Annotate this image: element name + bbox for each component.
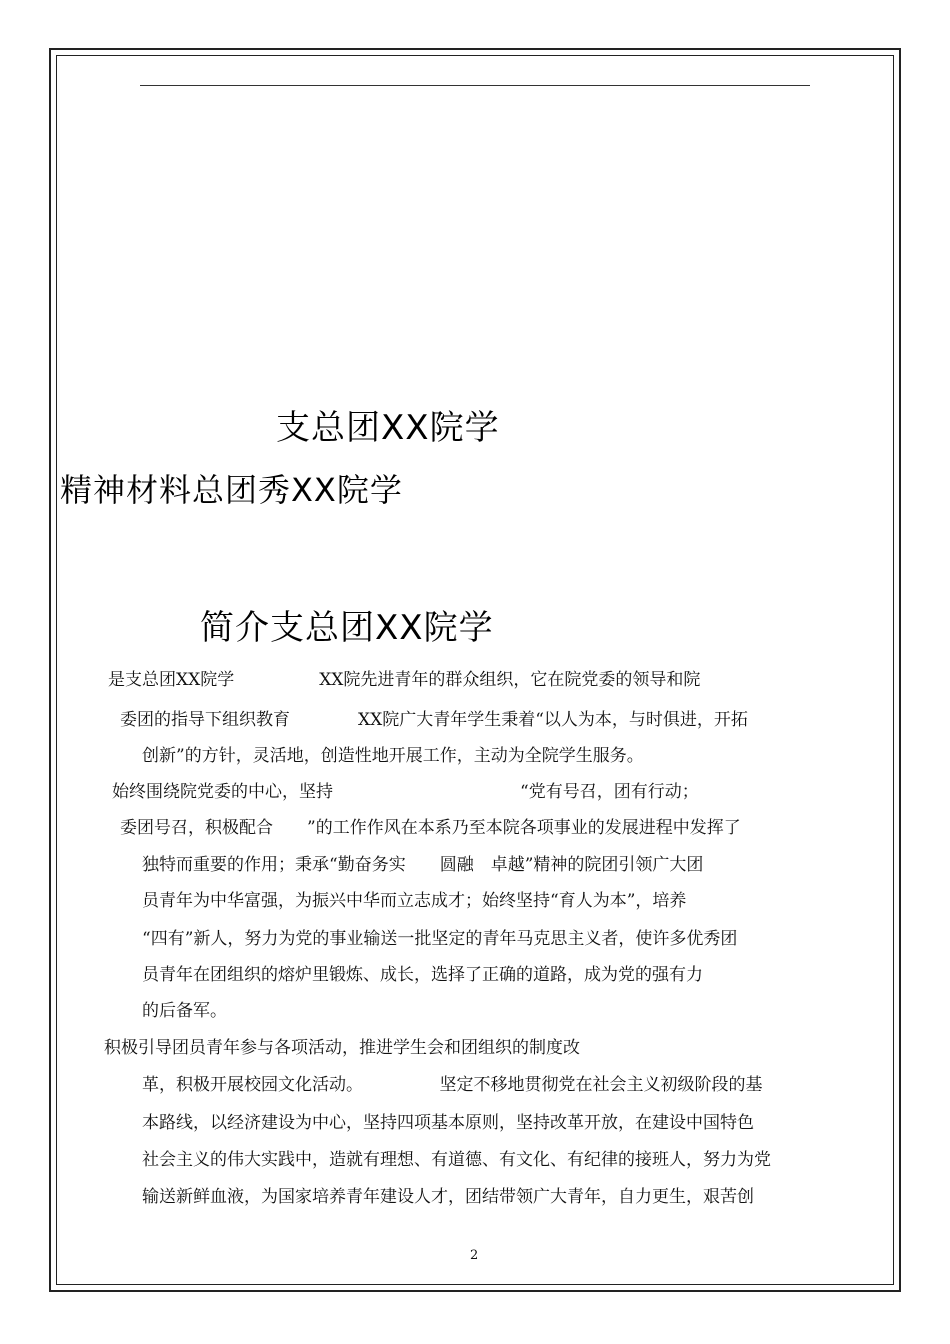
body-line: 是支总团XX院学 XX院先进青年的群众组织，它在院党委的领导和院 — [108, 670, 701, 690]
body-line: 的后备军。 — [142, 1001, 227, 1021]
body-line: 委团的指导下组织教育 XX院广大青年学生秉着“以人为本，与时俱进，开拓 — [120, 710, 748, 730]
body-line: 积极引导团员青年参与各项活动，推进学生会和团组织的制度改 — [104, 1038, 580, 1058]
title-introduction: 简介支总团XX院学 — [200, 608, 494, 648]
body-line: 革，积极开展校园文化活动。 坚定不移地贯彻党在社会主义初级阶段的基 — [142, 1075, 763, 1095]
body-line: 输送新鲜血液，为国家培养青年建设人才，团结带领广大青年，自力更生，艰苦创 — [142, 1187, 754, 1207]
header-rule — [140, 85, 810, 86]
page-number: 2 — [470, 1248, 479, 1263]
body-line: 社会主义的伟大实践中，造就有理想、有道德、有文化、有纪律的接班人，努力为党 — [142, 1150, 771, 1170]
body-line: “四有”新人，努力为党的事业输送一批坚定的青年马克思主义者，使许多优秀团 — [142, 929, 738, 949]
body-line: 创新”的方针，灵活地，创造性地开展工作，主动为全院学生服务。 — [142, 746, 644, 766]
title-branch: 支总团XX院学 — [276, 408, 500, 448]
body-line: 员青年为中华富强，为振兴中华而立志成才；始终坚持“育人为本”，培养 — [142, 891, 687, 911]
body-line: 委团号召，积极配合 ”的工作作风在本系乃至本院各项事业的发展进程中发挥了 — [120, 818, 741, 838]
body-line: 独特而重要的作用；秉承“勤奋务实 圆融 卓越”精神的院团引领广大团 — [142, 855, 704, 875]
body-line: 本路线，以经济建设为中心，坚持四项基本原则，坚持改革开放，在建设中国特色 — [142, 1113, 754, 1133]
title-excellent-branch-materials: 精神材料总团秀XX院学 — [60, 471, 403, 509]
body-line: 始终围绕院党委的中心，坚持 “党有号召，团有行动； — [112, 782, 699, 802]
body-line: 员青年在团组织的熔炉里锻炼、成长，选择了正确的道路，成为党的强有力 — [142, 965, 703, 985]
